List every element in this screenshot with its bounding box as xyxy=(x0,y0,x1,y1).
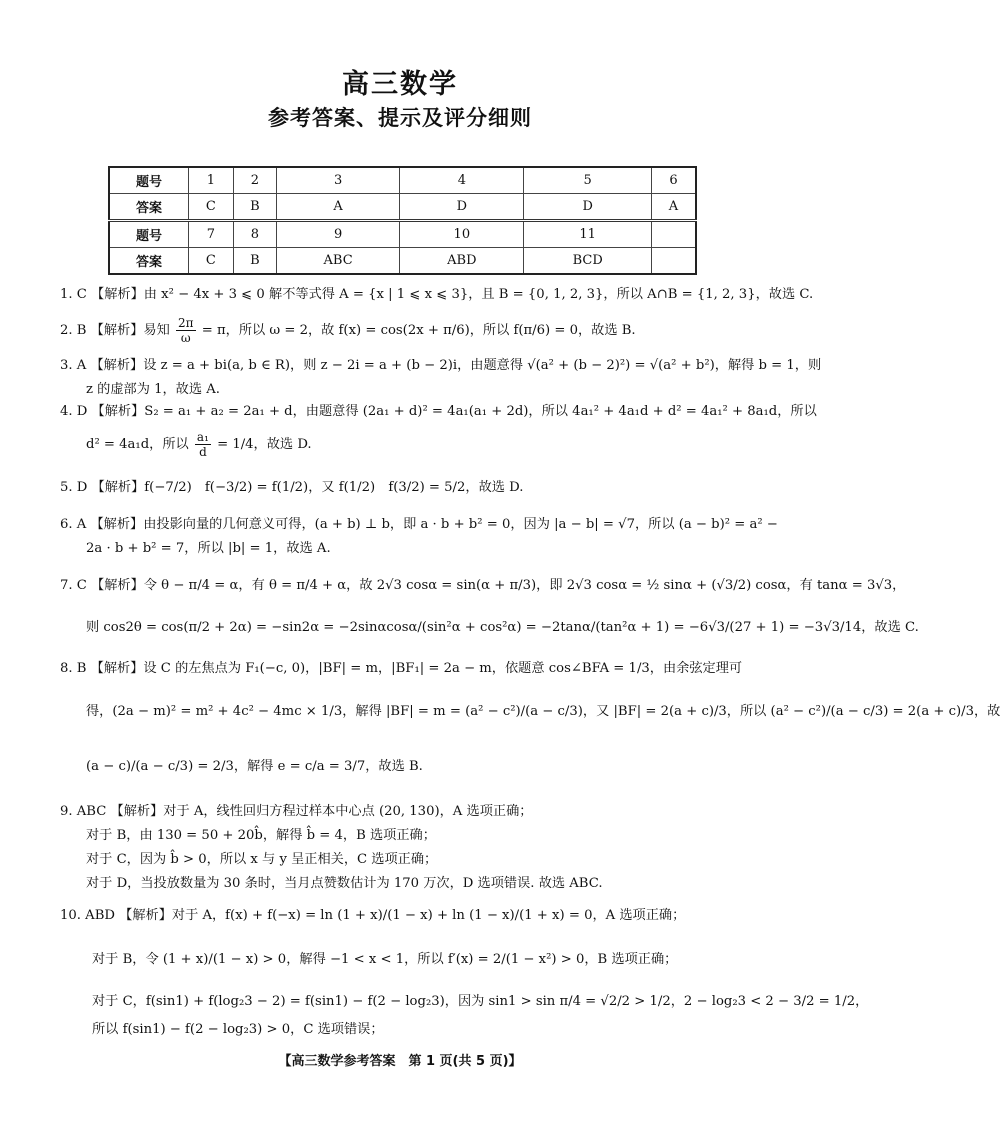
solution-q7-line1: 7. C 【解析】令 θ − π/4 = α，有 θ = π/4 + α，故 2√3 cosα = sin(α + π/3)，即 2√3 cosα = ½ sinα + (√3/2) cosα，有 tanα = 3√3， xyxy=(60,578,906,593)
table-cell: B xyxy=(233,194,276,221)
table-cell: ABC xyxy=(276,248,399,275)
solution-q4-line1: 4. D 【解析】S₂ = a₁ + a₂ = 2a₁ + d，由题意得 (2a₁ + d)² = 4a₁(a₁ + 2d)，所以 4a₁² + 4a₁d + d² = 4a₁² + 8a₁d，所以 xyxy=(60,404,817,419)
table-cell: BCD xyxy=(524,248,651,275)
page-footer: 【高三数学参考答案 第 1 页(共 5 页)】 xyxy=(278,1054,522,1069)
table-row xyxy=(109,194,696,221)
solution-q2-text-a: 2. B 【解析】易知 xyxy=(60,323,170,338)
solution-q9-line1: 9. ABC 【解析】对于 A，线性回归方程过样本中心点 (20, 130)，A 选项正确； xyxy=(60,804,533,819)
table-cell: 4 xyxy=(400,167,524,194)
table-cell: 9 xyxy=(276,221,399,248)
table-cell: 2 xyxy=(233,167,276,194)
table-cell: 7 xyxy=(189,221,234,248)
table-cell: 6 xyxy=(651,167,696,194)
table-cell: 1 xyxy=(189,167,234,194)
fraction-numerator: 2π xyxy=(178,316,194,330)
table-cell: B xyxy=(233,248,276,275)
page-title: 高三数学 xyxy=(342,69,458,100)
table-row xyxy=(109,167,696,194)
table-cell: C xyxy=(189,194,234,221)
fraction-denominator: ω xyxy=(180,331,191,345)
solution-q4-line2 xyxy=(86,430,312,459)
table-cell: C xyxy=(189,248,234,275)
solution-q5: 5. D 【解析】f(−7/2) f(−3/2) = f(1/2)，又 f(1/2) f(3/2) = 5/2，故选 D. xyxy=(60,480,524,495)
table-cell: D xyxy=(400,194,524,221)
fraction xyxy=(176,316,196,345)
table-cell: 5 xyxy=(524,167,651,194)
solution-q3-line1: 3. A 【解析】设 z = a + bi(a, b ∈ R)，则 z − 2i = a + (b − 2)i，由题意得 √(a² + (b − 2)²) = √(a² + b²)，解得 b = 1，则 xyxy=(60,358,822,373)
fraction-numerator: a₁ xyxy=(196,430,209,444)
solution-q8-line3: (a − c)/(a − c/3) = 2/3，解得 e = c/a = 3/7，故选 B. xyxy=(86,759,423,774)
answer-table xyxy=(108,166,697,275)
table-cell: A xyxy=(651,194,696,221)
solution-q4-text-b: = 1/4，故选 D. xyxy=(217,437,312,452)
answer-header: 答案 xyxy=(109,194,189,221)
table-cell: D xyxy=(524,194,651,221)
solution-q2-text-b: = π，所以 ω = 2，故 f(x) = cos(2x + π/6)，所以 f(π/6) = 0，故选 B. xyxy=(201,323,636,338)
solution-q10-line1: 10. ABD 【解析】对于 A，f(x) + f(−x) = ln (1 + x)/(1 − x) + ln (1 − x)/(1 + x) = 0，A 选项正确； xyxy=(60,908,686,923)
table-cell xyxy=(651,248,696,275)
fraction-denominator: d xyxy=(199,445,207,459)
table-row xyxy=(109,221,696,248)
solution-q2 xyxy=(60,316,636,345)
question-number-header: 题号 xyxy=(109,221,189,248)
table-cell: 8 xyxy=(233,221,276,248)
table-row xyxy=(109,248,696,275)
question-number-header: 题号 xyxy=(109,167,189,194)
solution-q6-line1: 6. A 【解析】由投影向量的几何意义可得，(a + b) ⊥ b，即 a · b + b² = 0，因为 |a − b| = √7，所以 (a − b)² = a² − xyxy=(60,517,778,532)
solution-q8-line2: 得，(2a − m)² = m² + 4c² − 4mc × 1/3，解得 |BF| = m = (a² − c²)/(a − c/3)，又 |BF| = 2(a + c)/3，所以 (a² − c²)/(a − c/3) = 2(a + c)/3，故 xyxy=(86,704,1000,719)
solution-q6-line2: 2a · b + b² = 7，所以 |b| = 1，故选 A. xyxy=(86,541,331,556)
solution-q3-line2: z 的虚部为 1，故选 A. xyxy=(86,382,220,397)
table-cell: 11 xyxy=(524,221,651,248)
solution-q4-text-a: d² = 4a₁d，所以 xyxy=(86,437,189,452)
page-subtitle: 参考答案、提示及评分细则 xyxy=(268,106,532,130)
solution-q10-line2: 对于 B，令 (1 + x)/(1 − x) > 0，解得 −1 < x < 1，所以 f′(x) = 2/(1 − x²) > 0，B 选项正确； xyxy=(92,952,678,967)
solution-q9-line3: 对于 C，因为 b̂ > 0，所以 x 与 y 呈正相关，C 选项正确； xyxy=(86,852,438,867)
solution-q9-line4: 对于 D，当投放数量为 30 条时，当月点赞数估计为 170 万次，D 选项错误. 故选 ABC. xyxy=(86,876,603,891)
table-cell: ABD xyxy=(400,248,524,275)
solution-q1: 1. C 【解析】由 x² − 4x + 3 ⩽ 0 解不等式得 A = {x | 1 ⩽ x ⩽ 3}，且 B = {0, 1, 2, 3}，所以 A∩B = {1, 2, 3}，故选 C. xyxy=(60,287,814,302)
answer-header: 答案 xyxy=(109,248,189,275)
fraction xyxy=(195,430,211,459)
solution-q10-line4: 所以 f(sin1) − f(2 − log₂3) > 0，C 选项错误； xyxy=(92,1022,384,1037)
table-cell: 10 xyxy=(400,221,524,248)
solution-q7-line2: 则 cos2θ = cos(π/2 + 2α) = −sin2α = −2sinαcosα/(sin²α + cos²α) = −2tanα/(tan²α + 1) = −6√3/(27 + 1) = −3√3/14，故选 C. xyxy=(86,620,919,635)
table-cell xyxy=(651,221,696,248)
solution-q9-line2: 对于 B，由 130 = 50 + 20b̂，解得 b̂ = 4，B 选项正确； xyxy=(86,828,436,843)
table-cell: 3 xyxy=(276,167,399,194)
solution-q8-line1: 8. B 【解析】设 C 的左焦点为 F₁(−c, 0)，|BF| = m，|BF₁| = 2a − m，依题意 cos∠BFA = 1/3，由余弦定理可 xyxy=(60,661,743,676)
solution-q10-line3: 对于 C，f(sin1) + f(log₂3 − 2) = f(sin1) − f(2 − log₂3)，因为 sin1 > sin π/4 = √2/2 > 1/2，2 − log₂3 < 2 − 3/2 = 1/2， xyxy=(92,994,869,1009)
table-cell: A xyxy=(276,194,399,221)
